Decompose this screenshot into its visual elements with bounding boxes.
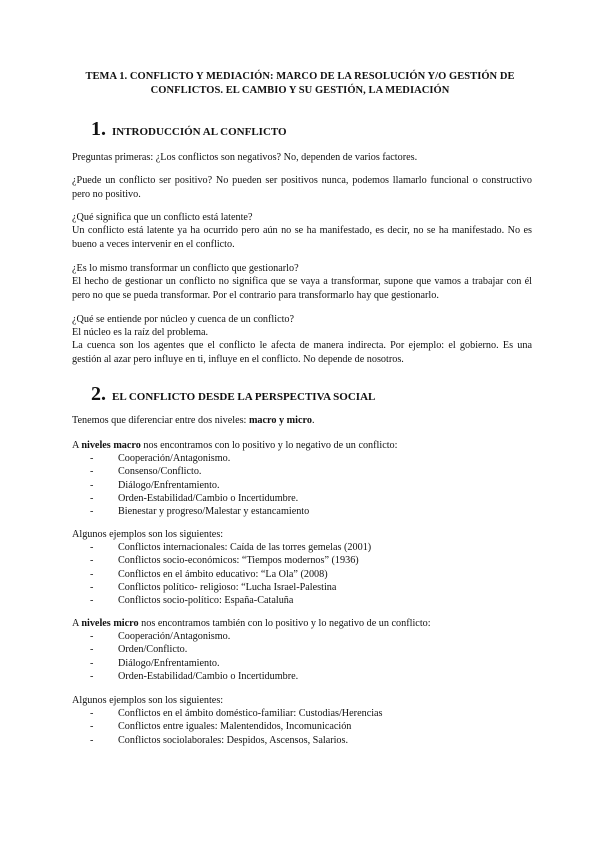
macro-examples-list	[90, 541, 371, 607]
list-item: - Conflictos político- religioso: “Lucha Israel-Palestina	[90, 581, 337, 593]
list-item: - Orden-Estabilidad/Cambio o Incertidumbre.	[90, 492, 299, 504]
list-item: - Conflictos socio-político: España-Cataluña	[90, 595, 294, 607]
paragraph-macro	[72, 439, 532, 453]
paragraph-niveles	[72, 414, 532, 428]
niveles-intro-text: Tenemos que diferenciar entre dos niveles:	[72, 415, 249, 426]
niveles-intro-bold: macro y micro	[248, 415, 312, 426]
paragraph-preguntas: Preguntas primeras: ¿Los conflictos son negativos? No, dependen de varios factores.	[72, 152, 418, 163]
answer-cuenca: La cuenca son los agentes que el conflicto le afecta de manera indirecta. Por ejemplo: el gobierno. Es una gestión al azar pero influye en ti, influye en el conflicto. No depende de nosotros.	[72, 340, 532, 365]
list-item: - Bienestar y progreso/Malestar y estancamiento	[90, 506, 310, 518]
micro-text: nos encontramos también con lo positivo y lo negativo de un conflicto:	[138, 618, 431, 629]
answer-nucleo: El núcleo es la raíz del problema.	[72, 327, 209, 338]
macro-text: nos encontramos con lo positivo y lo negativo de un conflicto:	[140, 440, 398, 451]
document-title: TEMA 1. CONFLICTO Y MEDIACIÓN: MARCO DE LA RESOLUCIÓN Y/O GESTIÓN DE CONFLICTOS. EL CAMBIO Y SU GESTIÓN, LA MEDIACIÓN	[85, 71, 515, 96]
list-item: - Diálogo/Enfrentamiento.	[90, 657, 220, 669]
section-2-heading	[91, 383, 375, 406]
list-item: - Cooperación/Antagonismo.	[90, 631, 231, 642]
macro-bold: niveles macro	[81, 440, 141, 451]
list-item: - Diálogo/Enfrentamiento.	[90, 479, 220, 491]
section-1-heading	[91, 118, 287, 141]
macro-prefix: A	[72, 440, 82, 451]
section-1-title: INTRODUCCIÓN AL CONFLICTO	[112, 126, 287, 138]
paragraph-micro	[72, 617, 532, 631]
micro-list	[90, 630, 298, 683]
section-2-title: EL CONFLICTO DESDE LA PERSPECTIVA SOCIAL	[112, 391, 376, 403]
list-item: - Consenso/Conflicto.	[90, 466, 202, 478]
micro-prefix: A	[72, 618, 82, 629]
section-1-number: 1.	[91, 118, 106, 140]
list-item: - Conflictos sociolaborales: Despidos, Ascensos, Salarios.	[90, 734, 349, 746]
list-item: - Conflictos en el ámbito educativo: “La Ola” (2008)	[90, 568, 328, 580]
question-transformar: ¿Es lo mismo transformar un conflicto que gestionarlo?	[72, 263, 299, 274]
list-item: - Conflictos entre iguales: Malentendidos, Incomunicación	[90, 721, 352, 733]
macro-list	[90, 452, 309, 518]
answer-latente: Un conflicto está latente ya ha ocurrido pero aún no se ha manifestado, es decir, no se ha manifestado. No es bueno a veces intervenir en el conflicto.	[72, 225, 532, 250]
micro-bold: niveles micro	[81, 618, 139, 629]
list-item: - Conflictos internacionales: Caída de las torres gemelas (2001)	[90, 542, 372, 553]
micro-examples-list	[90, 707, 383, 747]
list-item: - Orden/Conflicto.	[90, 644, 188, 656]
list-item: - Conflictos en el ámbito doméstico-familiar: Custodias/Herencias	[90, 708, 383, 719]
list-item: - Orden-Estabilidad/Cambio o Incertidumbre.	[90, 670, 299, 682]
list-item: - Cooperación/Antagonismo.	[90, 453, 231, 464]
examples-label-micro: Algunos ejemplos son los siguientes:	[72, 695, 224, 706]
list-item: - Conflictos socio-económicos: “Tiempos modernos” (1936)	[90, 555, 359, 567]
examples-label-macro: Algunos ejemplos son los siguientes:	[72, 529, 224, 540]
question-nucleo: ¿Qué se entiende por núcleo y cuenca de un conflicto?	[72, 314, 295, 325]
niveles-intro-end: .	[311, 415, 315, 426]
paragraph-positivo: ¿Puede un conflicto ser positivo? No pueden ser positivos nunca, podemos llamarlo funcional o constructivo pero no positivo.	[72, 175, 532, 200]
section-2-number: 2.	[91, 383, 106, 405]
answer-transformar: El hecho de gestionar un conflicto no significa que se vaya a transformar, supone que vamos a trabajar con él pero no que se pueda transformar. Por el contrario para transformarlo hay que gestionarlo.	[72, 276, 532, 301]
question-latente: ¿Qué significa que un conflicto está latente?	[72, 212, 253, 223]
